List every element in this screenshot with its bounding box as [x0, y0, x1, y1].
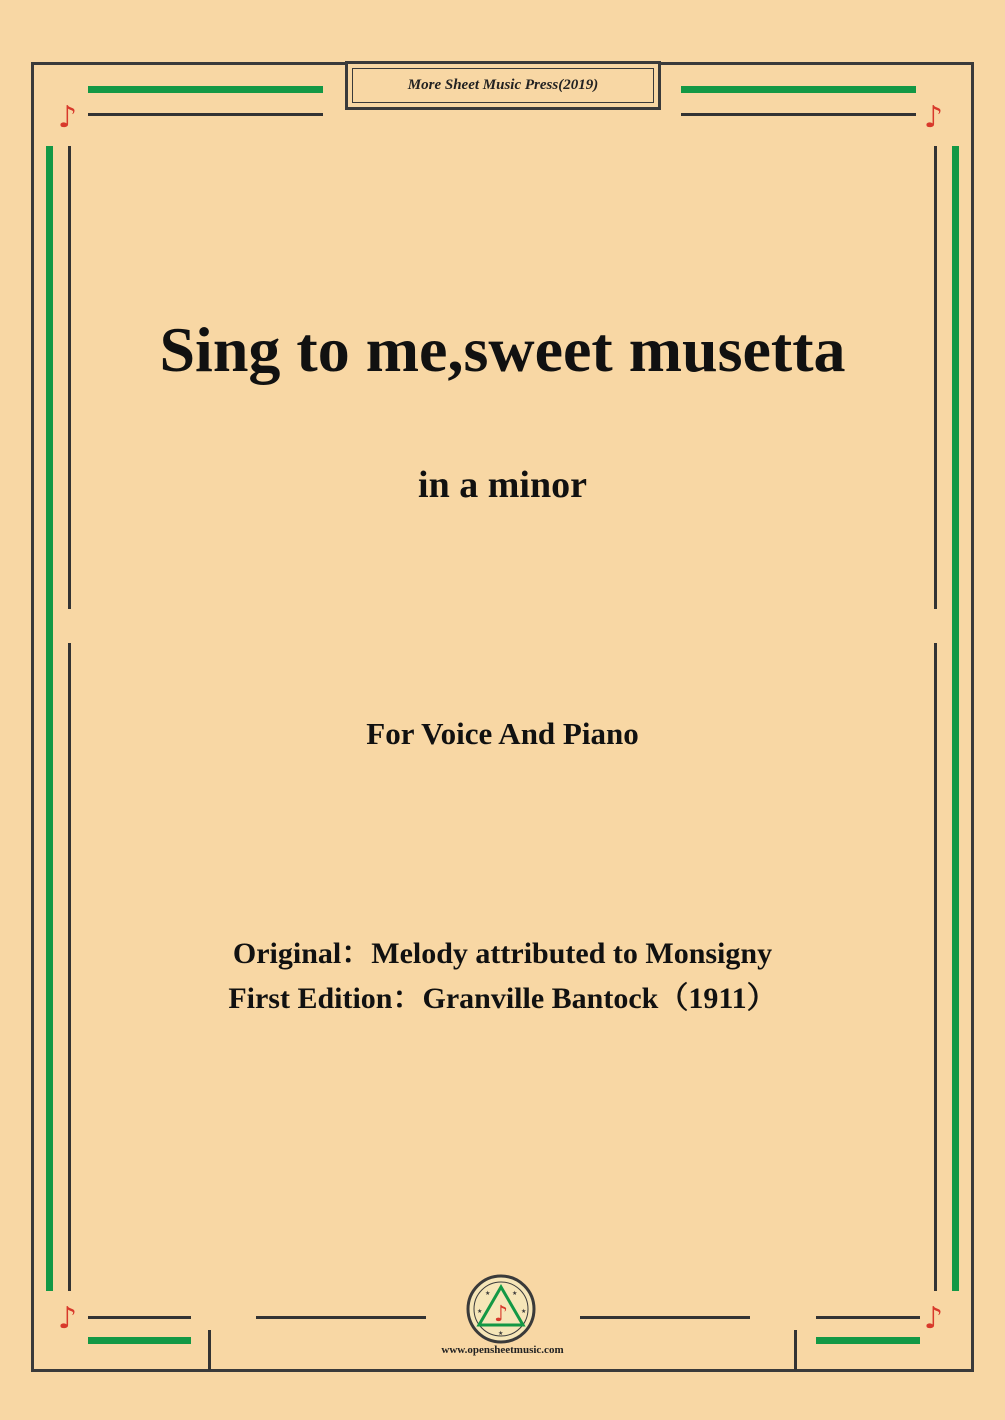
publisher-label: More Sheet Music Press(2019): [352, 68, 654, 103]
svg-text:★: ★: [498, 1331, 504, 1337]
svg-text:★: ★: [521, 1309, 527, 1315]
opensheetmusic-logo-icon: [465, 1273, 537, 1345]
top-left-dark-bar: [88, 113, 323, 116]
instrumentation: For Voice And Piano: [366, 716, 639, 751]
music-note-icon: ♪: [924, 100, 944, 135]
music-note-icon: ♪: [58, 100, 78, 135]
music-note-icon: ♪: [58, 1301, 78, 1336]
bottom-right-green-bar: [816, 1337, 920, 1344]
edition-credit: [0, 984, 1005, 1014]
original-label: Original：: [232, 937, 372, 970]
svg-text:★: ★: [477, 1309, 483, 1315]
key-subtitle: in a minor: [418, 464, 587, 506]
bottom-right-dark-bar: [816, 1316, 920, 1319]
svg-text:★: ★: [512, 1291, 518, 1297]
top-right-green-bar: [681, 86, 916, 93]
original-value: Melody attributed to Monsigny: [371, 937, 773, 970]
music-note-icon: ♪: [924, 1301, 944, 1336]
publisher-box: [345, 61, 661, 110]
edition-label: First Edition：: [228, 982, 423, 1015]
bottom-center-left-bar: [256, 1316, 426, 1319]
page-title: Sing to me,sweet musetta: [159, 314, 846, 385]
bottom-center-right-bar: [580, 1316, 750, 1319]
svg-text:★: ★: [485, 1291, 491, 1297]
top-left-green-bar: [88, 86, 323, 93]
bottom-left-green-bar: [88, 1337, 191, 1344]
top-right-dark-bar: [681, 113, 916, 116]
bottom-left-dark-bar: [88, 1316, 191, 1319]
edition-value: Granville Bantock（1911）: [422, 982, 777, 1015]
website-url[interactable]: www.opensheetmusic.com: [441, 1344, 564, 1356]
svg-text:♪: ♪: [493, 1302, 509, 1327]
original-credit: [0, 939, 1005, 969]
